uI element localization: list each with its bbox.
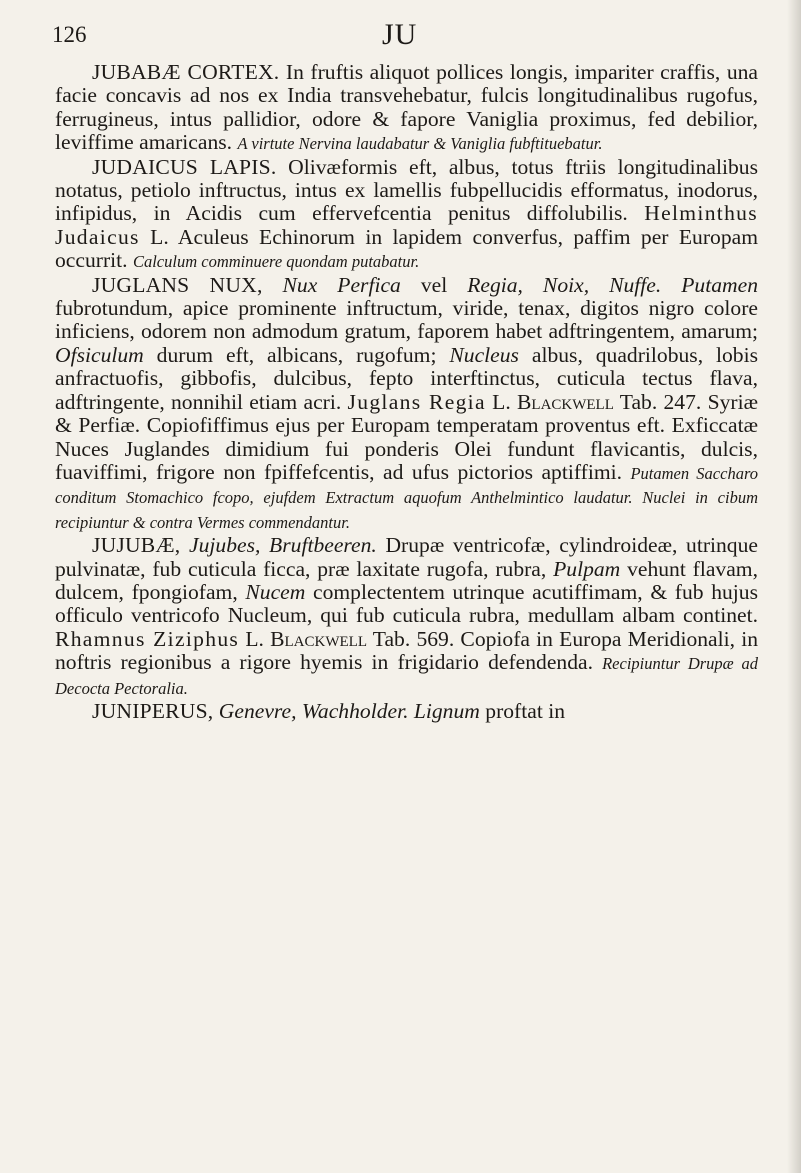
- page-header: [52, 18, 752, 58]
- entry-lemma: JUGLANS NUX,: [92, 272, 263, 297]
- entry-note: Calculum comminuere quondam putabatur.: [132, 252, 420, 272]
- entry-text: In fruftis aliquot pollices longis, impariter craffis, una facie concavis ad nos ex India transvehebatur, fulcis longitudinalibus rugofus, ferrugineus, intus pallidior, odore & fapore Vaniglia proximus, fed debilior, leviffime amaricans.: [55, 60, 759, 155]
- entry-text: Tab. 247. Syriæ & Perfiæ. Copiofiffimus ejus per Europam temperatam proventus eft. Exficcatæ Nuces Juglandes dimidium fui ponderis Olei fundunt flavicantis, dulcis, fuaviffimi, frigore non fpiffefcentis, ad ufus pictorios aptiffimi.: [55, 389, 758, 484]
- entry-jujubae: [55, 534, 758, 700]
- page-number: 126: [52, 22, 87, 47]
- entry-text: proftat in: [479, 698, 566, 723]
- entry-jubabae-cortex: [55, 61, 758, 156]
- entry-text: L.: [485, 389, 517, 414]
- entry-text: Tab. 569. Copiofa in Europa Meridionali, in noftris regionibus a rigore hyemis in frigidario defendenda.: [55, 626, 759, 675]
- entry-judaicus-lapis: [55, 156, 758, 274]
- entry-juniperus: [55, 700, 758, 723]
- entry-text: Olivæformis eft, albus, totus ftriis longitudinalibus notatus, petiolo inftructus, intus ex lamellis fubpellucidis efformatus, inodorus, infipidus, in Acidis cum effervefcentia penitus diffolubilis.: [55, 154, 758, 226]
- entry-note: Putamen Saccharo conditum Stomachico fcopo, ejufdem Extractum aquofum Anthelmintico laudatur. Nuclei in cibum recipiuntur & contra Vermes commendantur.: [55, 463, 758, 532]
- entry-synonym: Genevre, Wachholder. Lignum: [213, 698, 480, 723]
- entry-lemma: JUJUBÆ,: [92, 533, 181, 558]
- entry-text: vehunt flavam, dulcem, fpongiofam,: [55, 556, 759, 604]
- entry-text: L. Aculeus Echinorum in lapidem converfus, paffim per Europam occurrit.: [55, 224, 758, 273]
- entry-note: A virtute Nervina laudabatur & Vaniglia fubftituebatur.: [237, 134, 603, 154]
- linnaean-name: Juglans Regia: [347, 389, 486, 414]
- entry-synonym: Regia, Noix, Nuffe. Putamen: [467, 272, 758, 297]
- entry-juglans-nux: [55, 274, 758, 534]
- running-head: JU: [382, 18, 418, 51]
- entry-term: Ofsiculum: [55, 342, 144, 367]
- entry-lemma: JUNIPERUS,: [92, 698, 214, 723]
- entry-text: L.: [239, 626, 271, 651]
- linnaean-name: Helminthus Judaicus: [55, 201, 758, 249]
- entry-text: vel: [400, 272, 468, 297]
- entry-text: albus, quadrilobus, lobis anfractuofis, gibbofis, dulcibus, fepto interftinctus, cuticula tectus flava, adftringente, nonnihil etiam acri.: [55, 342, 758, 414]
- entry-text: complectentem utrinque acutiffimam, & fub hujus officulo ventricofo Nucleum, qui fub cuticula rubra, medullam albam continet.: [55, 579, 758, 628]
- author-citation: Blackwell: [517, 389, 614, 414]
- entry-term: Nucem: [245, 579, 306, 604]
- entry-text: Drupæ ventricofæ, cylindroideæ, utrinque pulvinatæ, fub cuticula ficca, præ laxitate rugofa, rubra,: [55, 533, 758, 581]
- entry-lemma: JUBABÆ CORTEX.: [92, 60, 280, 84]
- entry-term: Nucleus: [449, 342, 519, 367]
- entry-note: Recipiuntur Drupæ ad Decocta Pectoralia.: [55, 654, 758, 698]
- entry-text: fubrotundum, apice prominente inftructum, viride, tenax, digitos nigro colore inficiens, odorem non admodum gratum, faporem habet adftringentem, amarum;: [55, 296, 758, 344]
- entry-term: Pulpam: [553, 556, 621, 581]
- page-body: [55, 61, 758, 723]
- entry-synonym: Nux Perfica: [262, 272, 401, 297]
- page-edge-shadow: [787, 0, 801, 1173]
- linnaean-name: Rhamnus Ziziphus: [55, 626, 240, 651]
- entry-synonym: Jujubes, Bruftbeeren.: [180, 533, 377, 558]
- author-citation: Blackwell: [270, 626, 367, 651]
- entry-text: durum eft, albicans, rugofum;: [143, 342, 450, 367]
- entry-lemma: JUDAICUS LAPIS.: [92, 154, 277, 179]
